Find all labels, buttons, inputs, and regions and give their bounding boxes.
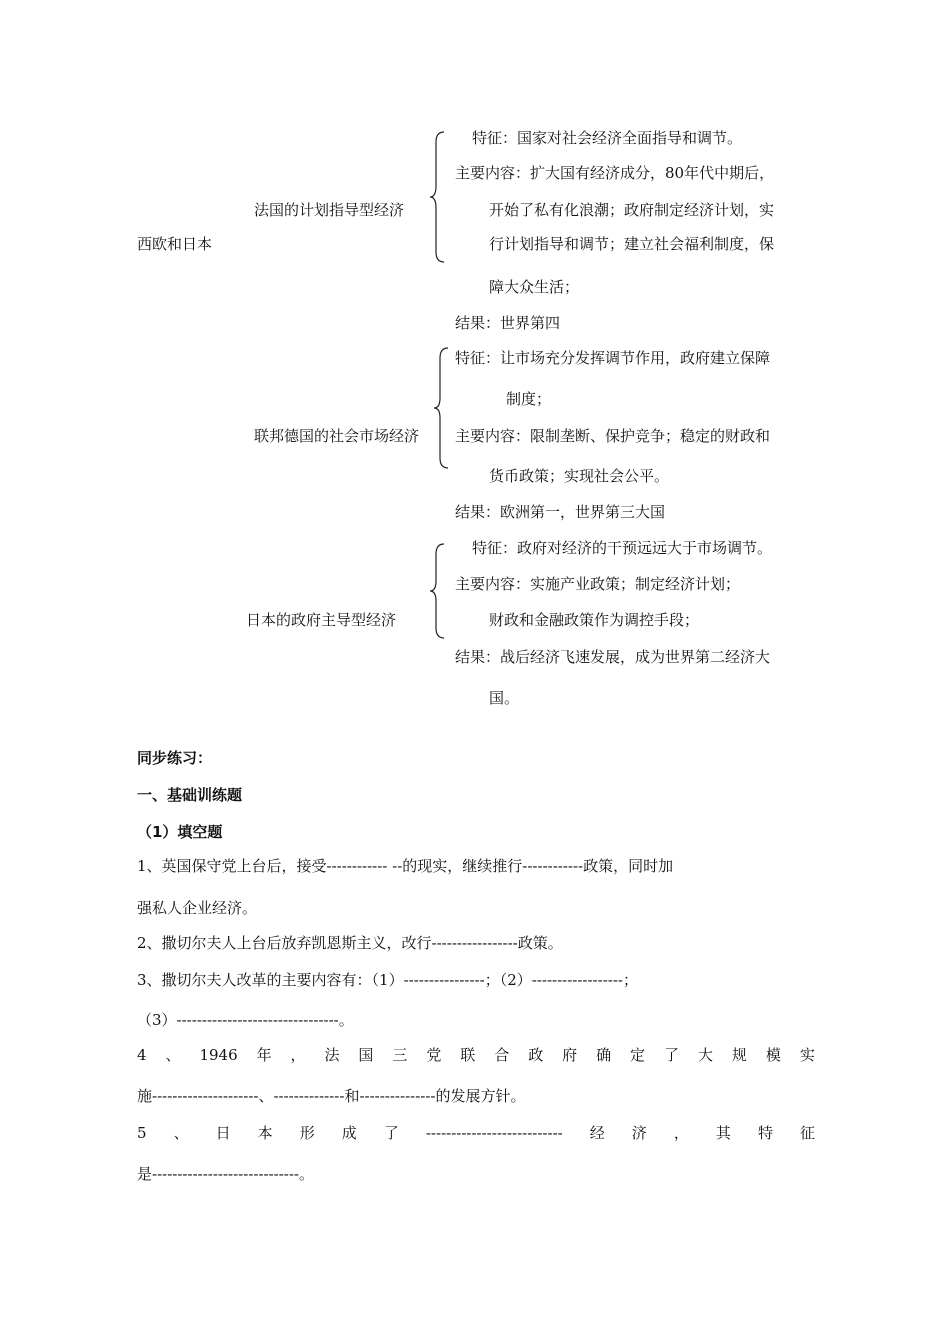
germany-result: 结果：欧洲第一，世界第三大国 <box>455 503 666 521</box>
japan-feature: 特征：政府对经济的干预远远大于市场调节。 <box>472 539 773 557</box>
q4-token: 4 <box>137 1046 147 1064</box>
q4-token: 1946 <box>199 1046 238 1064</box>
blank-field[interactable]: ------------------ <box>531 971 623 989</box>
q4-token: 大 <box>697 1046 713 1064</box>
question-text: ； <box>622 971 638 989</box>
q4-token: 规 <box>731 1046 747 1064</box>
question-4-continued <box>137 1086 526 1106</box>
france-content-line: 行计划指导和调节；建立社会福利制度，保 <box>489 235 775 253</box>
question-text: 3、撒切尔夫人改革的主要内容有：（1） <box>137 971 404 989</box>
japan-brace <box>428 540 448 642</box>
germany-feature-line: 特征：让市场充分发挥调节作用，政府建立保障 <box>455 349 771 367</box>
q4-token: 确 <box>596 1046 612 1064</box>
q4-token: 定 <box>630 1046 646 1064</box>
germany-content-line: 货币政策；实现社会公平。 <box>489 467 670 485</box>
q4-token: 实 <box>799 1046 815 1064</box>
q4-token: 年 <box>256 1046 272 1064</box>
france-content-line: 障大众生活； <box>489 278 580 296</box>
question-text: 和 <box>344 1087 360 1105</box>
germany-content-line: 主要内容：限制垄断、保护竞争；稳定的财政和 <box>455 427 771 445</box>
question-4 <box>137 1045 815 1065</box>
section-heading: 一、基础训练题 <box>137 786 243 804</box>
q4-token: 三 <box>392 1046 408 1064</box>
question-text: 。 <box>338 1011 354 1029</box>
blank-field[interactable]: ----------------------------- <box>152 1165 299 1183</box>
q4-token: 政 <box>528 1046 544 1064</box>
japan-content-line: 主要内容：实施产业政策；制定经济计划； <box>455 575 741 593</box>
q5-token: 征 <box>799 1124 815 1142</box>
q4-token: 府 <box>562 1046 578 1064</box>
question-3 <box>137 970 638 990</box>
blank-field[interactable]: ---------------- <box>403 971 485 989</box>
france-result: 结果：世界第四 <box>455 314 561 332</box>
france-content-line: 开始了私有化浪潮；政府制定经济计划，实 <box>489 201 775 219</box>
outline-root-label: 西欧和日本 <box>137 235 213 253</box>
blank-field[interactable]: --------------- <box>359 1087 436 1105</box>
q4-token: 法 <box>324 1046 340 1064</box>
q5-token: ， <box>673 1124 689 1142</box>
q5-token: 济 <box>631 1124 647 1142</box>
q5-token: 特 <box>757 1124 773 1142</box>
question-text: ；（2） <box>484 971 532 989</box>
question-1 <box>137 856 673 876</box>
japan-content-line: 财政和金融政策作为调控手段； <box>489 611 700 629</box>
q4-token: 联 <box>460 1046 476 1064</box>
q4-token: 了 <box>664 1046 680 1064</box>
question-text: 、 <box>258 1087 274 1105</box>
question-text: 。 <box>299 1165 315 1183</box>
japan-label: 日本的政府主导型经济 <box>246 611 397 629</box>
q5-token: 日 <box>215 1124 231 1142</box>
question-text: （3） <box>137 1011 177 1029</box>
france-label: 法国的计划指导型经济 <box>254 201 405 219</box>
question-text: 施 <box>137 1087 153 1105</box>
q4-token: 模 <box>765 1046 781 1064</box>
question-5-continued <box>137 1164 314 1184</box>
question-text: 2、撒切尔夫人上台后放弃凯恩斯主义，改行 <box>137 934 432 952</box>
blank-field[interactable]: ------------ <box>522 857 584 875</box>
q4-token: ， <box>290 1046 306 1064</box>
japan-result-line: 结果：战后经济飞速发展，成为世界第二经济大 <box>455 648 771 666</box>
blank-field[interactable]: ------------ -- <box>326 857 403 875</box>
q5-token: 成 <box>341 1124 357 1142</box>
q5-token: 其 <box>715 1124 731 1142</box>
france-feature: 特征：国家对社会经济全面指导和调节。 <box>472 129 743 147</box>
question-text: 1、英国保守党上台后，接受 <box>137 857 327 875</box>
question-text: 的现实，继续推行 <box>402 857 523 875</box>
q4-token: 、 <box>165 1046 181 1064</box>
q4-token: 党 <box>426 1046 442 1064</box>
q5-token: 了 <box>383 1124 399 1142</box>
exercise-heading: 同步练习： <box>137 749 213 767</box>
q5-token: 本 <box>257 1124 273 1142</box>
question-text: 的发展方针。 <box>435 1087 526 1105</box>
question-3-continued <box>137 1010 354 1030</box>
france-brace <box>428 128 448 266</box>
france-content-line: 主要内容：扩大国有经济成分，80年代中期后， <box>455 164 775 182</box>
blank-field[interactable]: --------------------- <box>152 1087 259 1105</box>
blank-field[interactable]: -------------- <box>273 1087 345 1105</box>
question-5 <box>137 1123 815 1143</box>
q5-token: 经 <box>589 1124 605 1142</box>
japan-result-line: 国。 <box>489 689 520 707</box>
question-text: 政策，同时加 <box>583 857 674 875</box>
q4-token: 合 <box>494 1046 510 1064</box>
blank-field[interactable]: -------------------------------- <box>176 1011 339 1029</box>
q5-token: 5 <box>137 1124 147 1142</box>
germany-feature-line: 制度； <box>506 390 552 408</box>
q5-token: 、 <box>173 1124 189 1142</box>
q5-token: 形 <box>299 1124 315 1142</box>
question-text: 是 <box>137 1165 153 1183</box>
blank-field[interactable]: ----------------- <box>431 934 518 952</box>
subsection-heading: （1）填空题 <box>137 823 223 841</box>
question-1-continued: 强私人企业经济。 <box>137 899 258 917</box>
germany-brace <box>432 344 452 472</box>
germany-label: 联邦德国的社会市场经济 <box>254 427 420 445</box>
question-text: 政策。 <box>517 934 563 952</box>
blank-field[interactable]: --------------------------- <box>425 1124 563 1142</box>
question-2 <box>137 933 563 953</box>
q4-token: 国 <box>358 1046 374 1064</box>
